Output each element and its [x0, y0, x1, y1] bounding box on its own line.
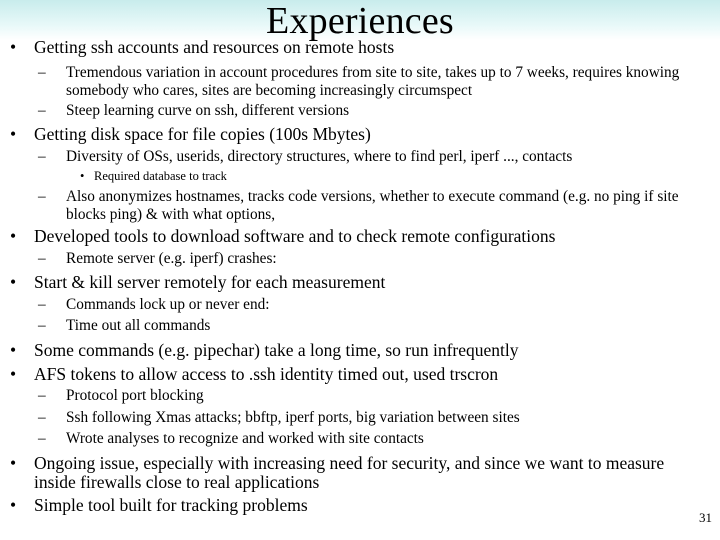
bullet-text: Some commands (e.g. pipechar) take a long time, so run infrequently — [34, 340, 519, 360]
bullet-marker: • — [10, 340, 17, 360]
dash-marker: – — [38, 148, 46, 165]
sub-bullet-item — [38, 102, 698, 120]
bullet-text: Developed tools to download software and to check remote configurations — [34, 226, 556, 246]
bullet-marker: • — [10, 226, 17, 246]
sub-bullet-text: Ssh following Xmas attacks; bbftp, iperf ports, big variation between sites — [66, 409, 520, 426]
dash-marker: – — [38, 296, 46, 313]
sub-bullet-text: Protocol port blocking — [66, 387, 204, 404]
bullet-item — [10, 341, 700, 360]
dash-marker: – — [38, 64, 46, 81]
sub-bullet-item — [38, 188, 718, 224]
bullet-item — [10, 38, 690, 57]
sub-bullet-item — [38, 148, 708, 166]
page-number: 31 — [699, 510, 712, 525]
dash-marker: – — [38, 317, 46, 334]
sub-sub-bullet-item — [80, 169, 680, 183]
dash-marker: – — [38, 409, 46, 426]
bullet-marker: • — [80, 169, 85, 183]
bullet-marker: • — [10, 272, 17, 292]
sub-bullet-text: Also anonymizes hostnames, tracks code versions, whether to execute command (e.g. no ping if site blocks ping) & with what options, — [66, 188, 679, 223]
bullet-text: Getting disk space for file copies (100s Mbytes) — [34, 124, 371, 144]
sub-bullet-item — [38, 387, 698, 405]
sub-bullet-text: Commands lock up or never end: — [66, 296, 270, 313]
sub-bullet-text: Diversity of OSs, userids, directory structures, where to find perl, iperf ..., contacts — [66, 148, 573, 165]
sub-sub-bullet-text: Required database to track — [94, 169, 227, 183]
bullet-item — [10, 365, 700, 384]
dash-marker: – — [38, 102, 46, 119]
dash-marker: – — [38, 188, 46, 205]
sub-bullet-text: Remote server (e.g. iperf) crashes: — [66, 250, 277, 267]
bullet-text: AFS tokens to allow access to .ssh identity timed out, used trscron — [34, 364, 499, 384]
bullet-item — [10, 273, 690, 292]
sub-bullet-item — [38, 250, 698, 268]
dash-marker: – — [38, 430, 46, 447]
bullet-item — [10, 496, 690, 515]
bullet-marker: • — [10, 453, 17, 473]
bullet-item — [10, 454, 700, 492]
bullet-item — [10, 125, 690, 144]
sub-bullet-text: Wrote analyses to recognize and worked with site contacts — [66, 430, 424, 447]
sub-bullet-item — [38, 64, 698, 100]
bullet-text: Simple tool built for tracking problems — [34, 495, 308, 515]
dash-marker: – — [38, 250, 46, 267]
bullet-text: Getting ssh accounts and resources on remote hosts — [34, 37, 395, 57]
sub-bullet-item — [38, 430, 698, 448]
bullet-marker: • — [10, 37, 17, 57]
bullet-text: Ongoing issue, especially with increasing need for security, and since we want to measure inside firewalls close to real applications — [34, 453, 665, 492]
sub-bullet-text: Time out all commands — [66, 317, 211, 334]
sub-bullet-item — [38, 409, 698, 427]
sub-bullet-text: Steep learning curve on ssh, different versions — [66, 102, 350, 119]
sub-bullet-item — [38, 317, 698, 335]
bullet-marker: • — [10, 364, 17, 384]
bullet-text: Start & kill server remotely for each measurement — [34, 272, 386, 292]
dash-marker: – — [38, 387, 46, 404]
bullet-marker: • — [10, 124, 17, 144]
sub-bullet-item — [38, 296, 698, 314]
bullet-item — [10, 227, 700, 246]
slide-title: Experiences — [266, 0, 454, 42]
sub-bullet-text: Tremendous variation in account procedures from site to site, takes up to 7 weeks, requires knowing somebody who cares, sites are becoming increasingly circumspect — [66, 64, 680, 99]
bullet-marker: • — [10, 495, 17, 515]
